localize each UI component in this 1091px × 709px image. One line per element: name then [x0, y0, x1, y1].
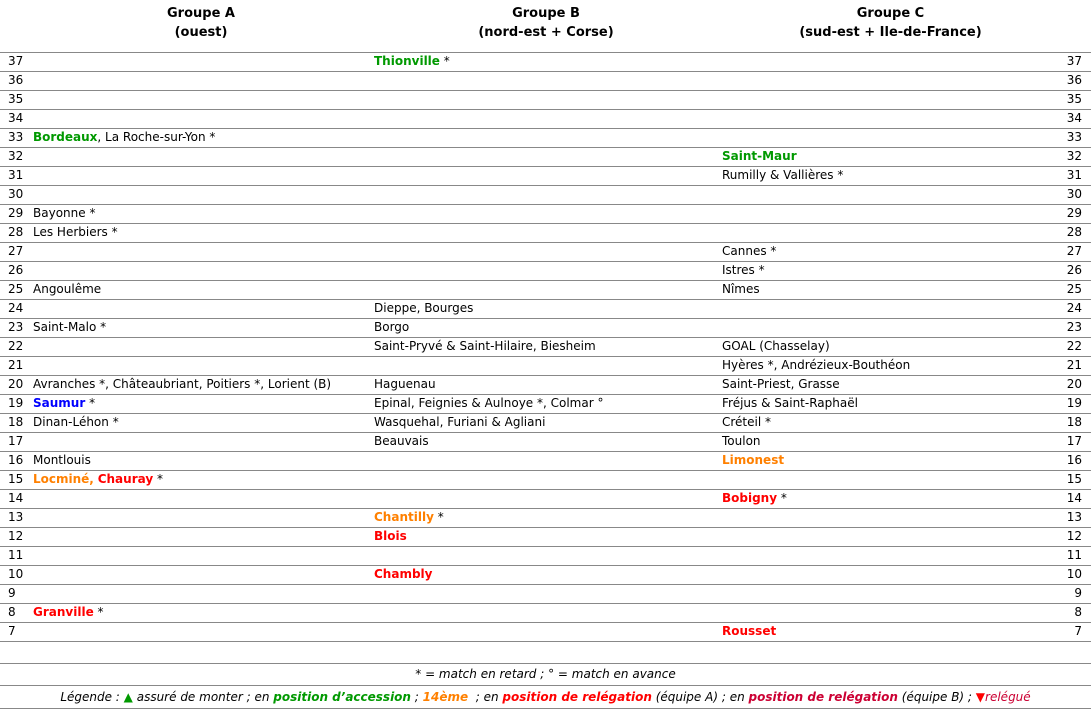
group-b-cell — [372, 262, 720, 280]
group-a-cell — [30, 205, 372, 223]
points-label-right: 21 — [1066, 358, 1082, 372]
group-c-cell — [720, 186, 1061, 204]
group-b-cell — [372, 604, 720, 622]
points-label-left: 36 — [8, 73, 24, 87]
table-row — [0, 432, 1091, 451]
group-b-cell — [372, 357, 720, 375]
table-row — [0, 52, 1091, 71]
team-name: Limonest — [722, 453, 785, 467]
table-row — [0, 375, 1091, 394]
text-segment: * — [93, 605, 104, 619]
table-row — [0, 451, 1091, 470]
team-name: Bordeaux — [33, 130, 98, 144]
group-c-cell — [720, 376, 1061, 394]
group-c-cell — [720, 490, 1061, 508]
group-b-cell — [372, 53, 720, 71]
text-segment: Avranches *, Châteaubriant, Poitiers *, Lorient (B) — [33, 377, 332, 391]
points-label-left: 21 — [8, 358, 24, 372]
points-label-left: 34 — [8, 111, 24, 125]
table-row — [0, 622, 1091, 641]
points-label-right: 11 — [1066, 548, 1082, 562]
team-name: Granville — [33, 605, 94, 619]
text-segment: Les Herbiers * — [33, 225, 118, 239]
group-c-cell — [720, 72, 1061, 90]
table-row — [0, 527, 1091, 546]
team-name: position de relégation — [502, 690, 652, 704]
points-label-left: 8 — [8, 605, 16, 619]
group-a-cell — [30, 395, 372, 413]
group-a-cell — [30, 148, 372, 166]
group-b-cell — [372, 338, 720, 356]
table-row — [0, 337, 1091, 356]
table-row — [0, 356, 1091, 375]
text-segment: Borgo — [374, 320, 410, 334]
group-a-cell — [30, 110, 372, 128]
group-b-cell — [372, 281, 720, 299]
points-label-right: 8 — [1074, 605, 1082, 619]
group-a-cell — [30, 243, 372, 261]
team-name: Rousset — [722, 624, 777, 638]
group-b-header — [372, 4, 720, 52]
text-segment: Saint-Malo * — [33, 320, 107, 334]
points-label-left: 23 — [8, 320, 24, 334]
group-a-cell — [30, 566, 372, 584]
group-c-cell — [720, 528, 1061, 546]
group-c-cell — [720, 53, 1061, 71]
text-segment: , La Roche-sur-Yon * — [97, 130, 216, 144]
group-b-cell — [372, 110, 720, 128]
up-triangle-icon: ▲ — [123, 690, 133, 704]
group-c-cell — [720, 357, 1061, 375]
group-b-cell — [372, 509, 720, 527]
points-label-right: 25 — [1066, 282, 1082, 296]
table-row — [0, 299, 1091, 318]
group-a-cell — [30, 167, 372, 185]
points-label-right: 30 — [1066, 187, 1082, 201]
text-segment: assuré de monter ; en — [132, 690, 274, 704]
group-c-cell — [720, 623, 1061, 641]
group-a-cell — [30, 547, 372, 565]
group-c-cell — [720, 224, 1061, 242]
text-segment: Angoulême — [33, 282, 102, 296]
group-b-cell — [372, 148, 720, 166]
points-label-right: 17 — [1066, 434, 1082, 448]
group-a-cell — [30, 281, 372, 299]
text-segment: * — [85, 396, 96, 410]
table-row — [0, 470, 1091, 489]
points-label-right: 31 — [1066, 168, 1082, 182]
group-a-cell — [30, 53, 372, 71]
text-segment: Cannes * — [722, 244, 777, 258]
points-label-left: 28 — [8, 225, 24, 239]
table-row — [0, 242, 1091, 261]
points-label-left: 20 — [8, 377, 24, 391]
points-label-left: 25 — [8, 282, 24, 296]
text-segment: Bayonne * — [33, 206, 96, 220]
points-label-right: 15 — [1066, 472, 1082, 486]
group-a-header — [30, 4, 372, 52]
table-row — [0, 71, 1091, 90]
group-b-cell — [372, 566, 720, 584]
group-c-cell — [720, 395, 1061, 413]
points-label-left: 32 — [8, 149, 24, 163]
group-a-cell — [30, 490, 372, 508]
text-segment: Dieppe, Bourges — [374, 301, 474, 315]
team-name: Locminé, — [33, 472, 94, 486]
table-row — [0, 565, 1091, 584]
table-row — [0, 128, 1091, 147]
text-segment: Nîmes — [722, 282, 760, 296]
points-label-left: 13 — [8, 510, 24, 524]
points-label-right: 13 — [1066, 510, 1082, 524]
group-c-cell — [720, 433, 1061, 451]
points-label-right: 19 — [1066, 396, 1082, 410]
points-label-left: 30 — [8, 187, 24, 201]
group-a-subtitle: (ouest) — [174, 25, 228, 40]
group-c-cell — [720, 566, 1061, 584]
points-label-left: 24 — [8, 301, 24, 315]
group-c-subtitle: (sud-est + Ile-de-France) — [799, 25, 982, 40]
group-c-cell — [720, 148, 1061, 166]
table-row — [0, 166, 1091, 185]
group-b-cell — [372, 91, 720, 109]
group-b-cell — [372, 186, 720, 204]
group-b-subtitle: (nord-est + Corse) — [478, 25, 614, 40]
group-c-cell — [720, 547, 1061, 565]
group-a-cell — [30, 319, 372, 337]
points-label-left: 19 — [8, 396, 24, 410]
text-segment: Hyères *, Andrézieux-Bouthéon — [722, 358, 911, 372]
group-c-header — [720, 4, 1061, 52]
group-b-title: Groupe B — [512, 6, 580, 21]
text-segment: * — [153, 472, 163, 486]
group-c-cell — [720, 471, 1061, 489]
points-label-left: 14 — [8, 491, 24, 505]
points-label-right: 33 — [1066, 130, 1082, 144]
group-c-cell — [720, 585, 1061, 603]
group-c-cell — [720, 262, 1061, 280]
group-a-cell — [30, 452, 372, 470]
text-segment: Wasquehal, Furiani & Agliani — [374, 415, 546, 429]
team-name: Chantilly — [374, 510, 434, 524]
text-segment: * — [777, 491, 787, 505]
text-segment: Montlouis — [33, 453, 91, 467]
points-label-right: 27 — [1066, 244, 1082, 258]
text-segment: Créteil * — [722, 415, 772, 429]
points-label-right: 7 — [1074, 624, 1082, 638]
group-a-cell — [30, 433, 372, 451]
group-b-cell — [372, 471, 720, 489]
points-label-right: 28 — [1066, 225, 1082, 239]
points-label-right: 34 — [1066, 111, 1082, 125]
group-b-cell — [372, 395, 720, 413]
text-segment: Beauvais — [374, 434, 429, 448]
group-a-cell — [30, 262, 372, 280]
points-label-left: 27 — [8, 244, 24, 258]
group-a-title: Groupe A — [167, 6, 235, 21]
group-b-cell — [372, 319, 720, 337]
points-label-right: 12 — [1066, 529, 1082, 543]
group-a-cell — [30, 528, 372, 546]
group-b-cell — [372, 452, 720, 470]
team-name: Blois — [374, 529, 407, 543]
points-label-left: 11 — [8, 548, 24, 562]
group-c-cell — [720, 110, 1061, 128]
points-label-right: 23 — [1066, 320, 1082, 334]
team-name: Chambly — [374, 567, 433, 581]
group-a-cell — [30, 623, 372, 641]
standings-table — [0, 52, 1091, 642]
text-segment: Saint-Priest, Grasse — [722, 377, 840, 391]
points-label-left: 16 — [8, 453, 24, 467]
text-segment: Rumilly & Vallières * — [722, 168, 844, 182]
team-name: Saint-Maur — [722, 149, 797, 163]
table-row — [0, 280, 1091, 299]
group-b-cell — [372, 547, 720, 565]
table-row — [0, 204, 1091, 223]
group-a-cell — [30, 72, 372, 90]
points-label-right: 20 — [1066, 377, 1082, 391]
points-label-right: 14 — [1066, 491, 1082, 505]
points-label-left: 33 — [8, 130, 24, 144]
group-a-cell — [30, 300, 372, 318]
group-a-cell — [30, 414, 372, 432]
text-segment: ; en — [468, 690, 503, 704]
footnote: * = match en retard ; ° = match en avance — [0, 663, 1091, 686]
table-row — [0, 584, 1091, 603]
team-name: position d’accession — [273, 690, 411, 704]
points-label-right: 10 — [1066, 567, 1082, 581]
group-b-cell — [372, 414, 720, 432]
group-c-cell — [720, 604, 1061, 622]
group-a-cell — [30, 604, 372, 622]
points-label-left: 15 — [8, 472, 24, 486]
text-segment: Légende : — [60, 690, 124, 704]
points-label-right: 22 — [1066, 339, 1082, 353]
team-name: Bobigny — [722, 491, 778, 505]
table-row — [0, 318, 1091, 337]
text-segment: (équipe A) ; en — [651, 690, 749, 704]
table-header — [0, 0, 1091, 52]
group-a-cell — [30, 224, 372, 242]
group-b-cell — [372, 433, 720, 451]
table-row — [0, 90, 1091, 109]
down-triangle-icon: ▼ — [975, 690, 986, 704]
team-name: Chauray — [97, 472, 154, 486]
group-a-cell — [30, 338, 372, 356]
points-label-right: 26 — [1066, 263, 1082, 277]
group-c-cell — [720, 243, 1061, 261]
group-c-cell — [720, 319, 1061, 337]
group-a-cell — [30, 471, 372, 489]
points-label-right: 36 — [1066, 73, 1082, 87]
group-b-cell — [372, 72, 720, 90]
table-row — [0, 185, 1091, 204]
points-label-left: 31 — [8, 168, 24, 182]
points-label-left: 29 — [8, 206, 24, 220]
group-c-cell — [720, 300, 1061, 318]
points-label-left: 22 — [8, 339, 24, 353]
group-c-cell — [720, 281, 1061, 299]
text-segment: * — [433, 510, 444, 524]
text-segment: Dinan-Léhon * — [33, 415, 119, 429]
table-row — [0, 508, 1091, 527]
table-row — [0, 489, 1091, 508]
group-b-cell — [372, 167, 720, 185]
group-a-cell — [30, 376, 372, 394]
text-segment: * — [439, 54, 450, 68]
points-label-right: 16 — [1066, 453, 1082, 467]
text-segment: Toulon — [722, 434, 761, 448]
text-segment: GOAL (Chasselay) — [722, 339, 830, 353]
group-c-cell — [720, 91, 1061, 109]
group-b-cell — [372, 623, 720, 641]
group-c-cell — [720, 452, 1061, 470]
group-a-cell — [30, 91, 372, 109]
points-label-left: 35 — [8, 92, 24, 106]
group-c-cell — [720, 338, 1061, 356]
group-b-cell — [372, 300, 720, 318]
points-label-left: 9 — [8, 586, 16, 600]
text-segment: (équipe B) ; — [897, 690, 976, 704]
group-b-cell — [372, 243, 720, 261]
group-a-cell — [30, 509, 372, 527]
points-label-left: 17 — [8, 434, 24, 448]
group-c-cell — [720, 509, 1061, 527]
group-c-title: Groupe C — [856, 6, 925, 21]
points-label-left: 7 — [8, 624, 16, 638]
text-segment: Istres * — [722, 263, 765, 277]
points-label-left: 10 — [8, 567, 24, 581]
team-name: Thionville — [374, 54, 440, 68]
group-b-cell — [372, 490, 720, 508]
group-b-cell — [372, 376, 720, 394]
points-label-right: 29 — [1066, 206, 1082, 220]
group-c-cell — [720, 205, 1061, 223]
group-c-cell — [720, 414, 1061, 432]
points-label-left: 12 — [8, 529, 24, 543]
points-label-right: 35 — [1066, 92, 1082, 106]
points-label-right: 18 — [1066, 415, 1082, 429]
group-b-cell — [372, 528, 720, 546]
group-b-cell — [372, 224, 720, 242]
points-label-right: 32 — [1066, 149, 1082, 163]
group-a-cell — [30, 585, 372, 603]
group-b-cell — [372, 129, 720, 147]
legend — [0, 686, 1091, 709]
group-b-cell — [372, 585, 720, 603]
text-segment: Haguenau — [374, 377, 436, 391]
table-row — [0, 261, 1091, 280]
group-a-cell — [30, 129, 372, 147]
table-row — [0, 147, 1091, 166]
points-label-left: 18 — [8, 415, 24, 429]
points-label-right: 9 — [1074, 586, 1082, 600]
header-spacer — [0, 4, 30, 52]
team-name: 14ème — [422, 690, 469, 704]
group-a-cell — [30, 186, 372, 204]
table-row — [0, 603, 1091, 622]
group-a-cell — [30, 357, 372, 375]
team-name: Saumur — [33, 396, 86, 410]
table-row — [0, 413, 1091, 432]
group-b-cell — [372, 205, 720, 223]
team-name: relégué — [985, 690, 1031, 704]
table-row — [0, 109, 1091, 128]
points-label-right: 24 — [1066, 301, 1082, 315]
table-row — [0, 223, 1091, 242]
team-name: position de relégation — [748, 690, 898, 704]
table-row — [0, 394, 1091, 413]
group-c-cell — [720, 129, 1061, 147]
text-segment: Fréjus & Saint-Raphaël — [722, 396, 858, 410]
table-row — [0, 546, 1091, 565]
text-segment: ; — [410, 690, 423, 704]
points-label-right: 37 — [1066, 54, 1082, 68]
text-segment: Saint-Pryvé & Saint-Hilaire, Biesheim — [374, 339, 596, 353]
points-label-left: 37 — [8, 54, 24, 68]
text-segment: Epinal, Feignies & Aulnoye *, Colmar ° — [374, 396, 604, 410]
group-c-cell — [720, 167, 1061, 185]
points-label-left: 26 — [8, 263, 24, 277]
